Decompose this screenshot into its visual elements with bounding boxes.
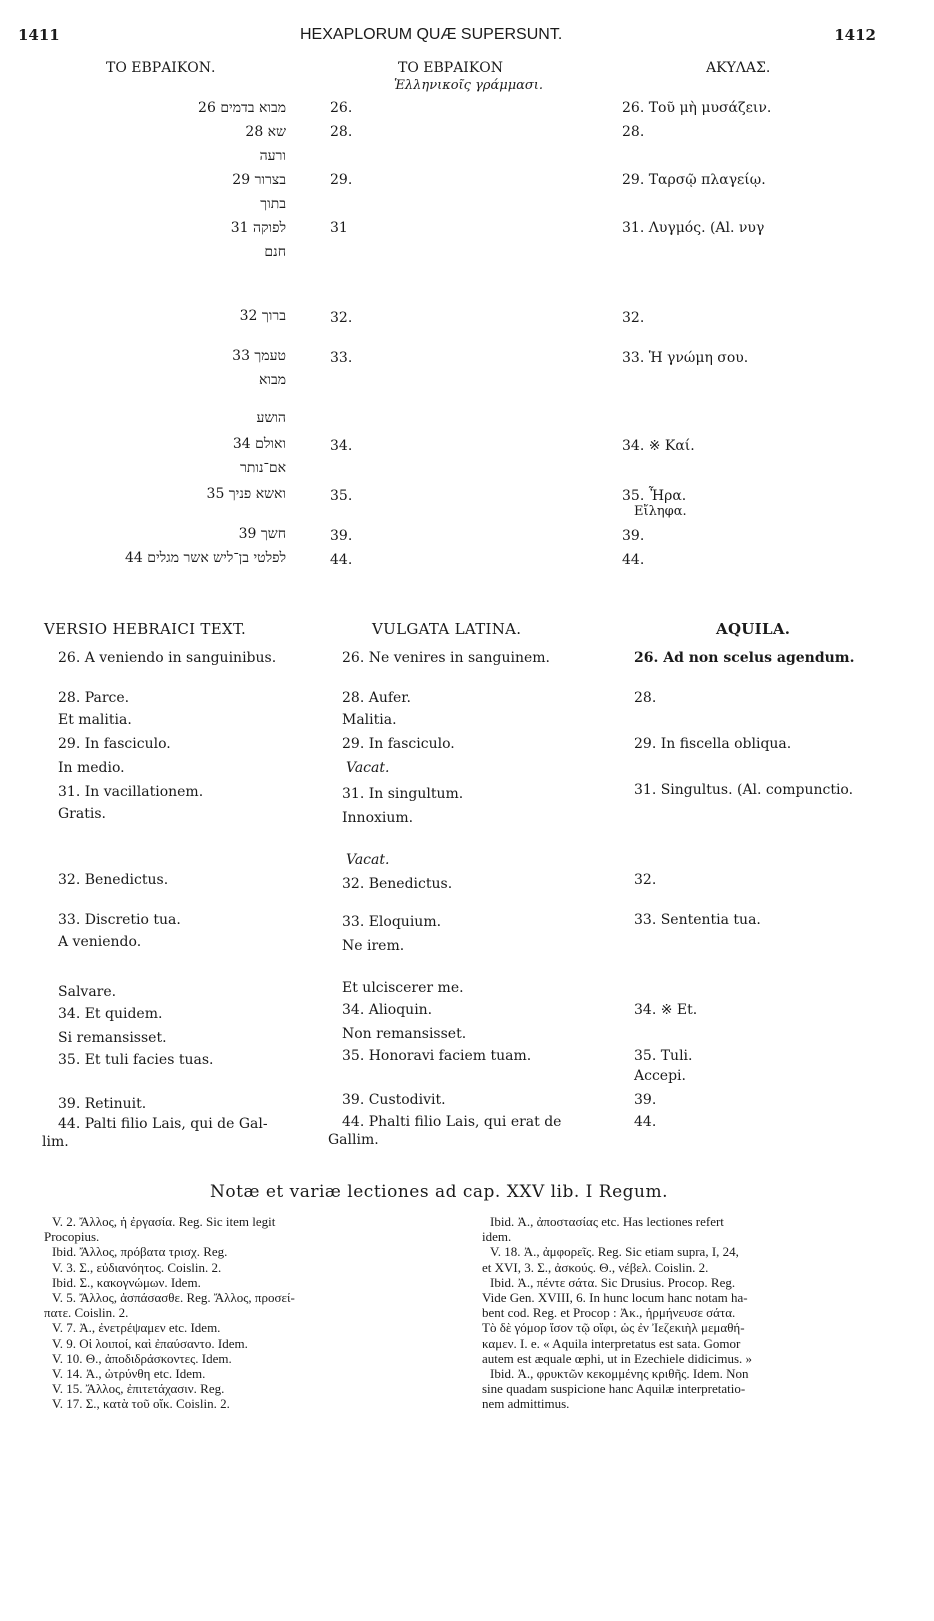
versio-cell: 28. Parce. [58, 690, 130, 706]
versio-cell: 35. Et tuli facies tuas. [58, 1052, 214, 1068]
versio-cell: Si remansisset. [58, 1030, 167, 1046]
note-line: Ibid. Ἄλλος, πρόβατα τρισχ. Reg. [52, 1244, 228, 1260]
aquila-greek-cell: 31. Λυγμός. (Al. νυγ [622, 220, 765, 236]
vulgata-cell: Vacat. [346, 760, 390, 776]
notes-left-column [44, 1214, 454, 1412]
hebrew-cell: מבוא [258, 372, 286, 388]
note-line: V. 14. Ἀ., ὠτρύνθη etc. Idem. [52, 1366, 206, 1382]
versio-cell: Gratis. [58, 806, 106, 822]
transliteration-number: 44. [330, 552, 353, 568]
aquila-greek-cell: 32. [622, 310, 645, 326]
hebrew-cell: לפלטי בן־ליש אשר מגלים 44 [124, 550, 286, 566]
aquila-greek-cell: 29. Ταρσῷ πλαγείῳ. [622, 172, 766, 188]
versio-cell: Et malitia. [58, 712, 132, 728]
note-line: sine quadam suspicione hanc Aquilæ interpretatio- [482, 1381, 746, 1397]
aquila-latin-cell: 34. ※ Et. [634, 1002, 698, 1018]
versio-cell: 44. Palti filio Lais, qui de Gal- [58, 1116, 268, 1132]
vulgata-cell: 39. Custodivit. [342, 1092, 446, 1108]
column-header-hebrew-greek: ΤΟ ΕΒΡΑΙΚΟΝ [398, 60, 504, 76]
transliteration-number: 33. [330, 350, 353, 366]
aquila-latin-cell: 32. [634, 872, 657, 888]
column-header-aquila: ΑΚΥΛΑΣ. [706, 60, 771, 76]
page-title: HEXAPLORUM QUÆ SUPERSUNT. [300, 26, 563, 43]
versio-cell: 31. In vacillationem. [58, 784, 204, 800]
notes-title: Notæ et variæ lectiones ad cap. XXV lib. I Regum. [210, 1182, 669, 1202]
note-line: V. 3. Σ., εὐδιανόητος. Coislin. 2. [52, 1259, 222, 1275]
aquila-latin-cell: 29. In fiscella obliqua. [634, 736, 792, 752]
hebrew-cell: הושע [256, 410, 286, 426]
versio-cell: 34. Et quidem. [58, 1006, 163, 1022]
note-line: Ibid. Ἀ., πέντε σάτα. Sic Drusius. Procop. Reg. [490, 1274, 736, 1290]
notes-right-column [482, 1214, 902, 1412]
note-line: V. 18. Ἀ., ἀμφορεῖς. Reg. Sic etiam supra, I, 24, [490, 1244, 739, 1260]
hebrew-cell: אם־נותר [239, 460, 286, 476]
note-line: V. 5. Ἄλλος, ἀσπάσασθε. Reg. Ἄλλος, προσεί- [52, 1290, 295, 1306]
vulgata-cell: 35. Honoravi faciem tuam. [342, 1048, 532, 1064]
aquila-greek-cell: 35. Ἦρα. [622, 488, 687, 504]
aquila-latin-cell: 33. Sententia tua. [634, 912, 761, 928]
versio-cell: In medio. [58, 760, 125, 776]
transliteration-number: 34. [330, 438, 353, 454]
transliteration-number: 28. [330, 124, 353, 140]
hebrew-cell: ורעה [259, 148, 286, 164]
aquila-greek-cell: 28. [622, 124, 645, 140]
aquila-latin-cell: 28. [634, 690, 657, 706]
section-header-vulgata: VULGATA LATINA. [372, 620, 522, 638]
section-header-aquila: AQUILA. [716, 620, 791, 638]
vulgata-cell: Vacat. [346, 852, 390, 868]
note-line: V. 15. Ἄλλος, ἐπιτετάχασιν. Reg. [52, 1381, 225, 1397]
hebrew-cell: חנם [264, 244, 286, 260]
aquila-greek-cell: 26. Τοῦ μὴ μυσάζειν. [622, 100, 772, 116]
aquila-greek-cell: Εἴληφα. [634, 504, 687, 519]
hebrew-cell: ואשא פניך 35 [206, 486, 286, 502]
note-line: idem. [482, 1229, 512, 1245]
transliteration-number: 26. [330, 100, 353, 116]
transliteration-number: 32. [330, 310, 353, 326]
versio-cell: 26. A veniendo in sanguinibus. [58, 650, 277, 666]
note-line: V. 7. Ἀ., ἐνετρέψαμεν etc. Idem. [52, 1320, 221, 1336]
vulgata-cell: 44. Phalti filio Lais, qui erat de [342, 1114, 562, 1130]
aquila-greek-cell: 33. Ἡ γνώμη σου. [622, 350, 749, 366]
note-line: Ibid. Ἀ., φρυκτῶν κεκομμένης κριθῆς. Idem. Non [490, 1366, 749, 1382]
note-line: Τὸ δὲ γόμορ ἴσον τῷ οἴφι, ὡς ἐν Ἰεζεκιὴλ μεμαθή- [482, 1320, 745, 1336]
section-header-versio: VERSIO HEBRAICI TEXT. [44, 620, 247, 638]
note-line: V. 9. Οἱ λοιποί, καὶ ἐπαύσαντο. Idem. [52, 1335, 248, 1351]
hebrew-cell: טעמך 33 [232, 348, 286, 364]
page-number-right: 1412 [834, 26, 876, 44]
vulgata-cell: 31. In singultum. [342, 786, 464, 802]
vulgata-cell: Malitia. [342, 712, 397, 728]
column-header-hebrew: ΤΟ ΕΒΡΑΙΚΟΝ. [106, 60, 216, 76]
versio-cell: A veniendo. [58, 934, 142, 950]
transliteration-number: 35. [330, 488, 353, 504]
aquila-greek-cell: 34. ※ Καί. [622, 438, 695, 454]
vulgata-cell: 33. Eloquium. [342, 914, 442, 930]
aquila-latin-cell: Accepi. [634, 1068, 686, 1084]
vulgata-cell: Gallim. [328, 1132, 379, 1148]
hebrew-cell: שא 28 [245, 124, 286, 140]
versio-cell: Salvare. [58, 984, 117, 1000]
vulgata-cell: Non remansisset. [342, 1026, 467, 1042]
hebrew-cell: לפוקה 31 [230, 220, 286, 236]
note-line: Ibid. Ἀ., ἀποστασίας etc. Has lectiones refert [490, 1214, 724, 1229]
note-line: nem admittimus. [482, 1396, 570, 1412]
hebrew-cell: בצרור 29 [232, 172, 286, 188]
aquila-latin-cell: 39. [634, 1092, 657, 1108]
vulgata-cell: 26. Ne venires in sanguinem. [342, 650, 550, 666]
note-line: V. 10. Θ., ἀποδιδράσκοντες. Idem. [52, 1350, 232, 1366]
note-line: bent cod. Reg. et Procop : Ἀκ., ἡρμήνευσε σάτα. [482, 1305, 736, 1321]
aquila-latin-cell: 31. Singultus. (Al. compunctio. [634, 782, 854, 798]
transliteration-number: 39. [330, 528, 353, 544]
vulgata-cell: 28. Aufer. [342, 690, 411, 706]
transliteration-number: 31 [330, 220, 348, 236]
note-line: πατε. Coislin. 2. [44, 1305, 129, 1321]
vulgata-cell: 34. Alioquin. [342, 1002, 433, 1018]
aquila-latin-cell: 26. Ad non scelus agendum. [634, 650, 855, 666]
aquila-latin-cell: 35. Tuli. [634, 1048, 693, 1064]
vulgata-cell: Et ulciscerer me. [342, 980, 464, 996]
note-line: autem est æquale œphi, ut in Ezechiele didicimus. » [482, 1350, 753, 1366]
note-line: Procopius. [44, 1229, 100, 1245]
vulgata-cell: Innoxium. [342, 810, 414, 826]
versio-cell: 33. Discretio tua. [58, 912, 181, 928]
hebrew-cell: מבוא בדמים 26 [198, 100, 286, 116]
vulgata-cell: 29. In fasciculo. [342, 736, 455, 752]
note-line: et XVI, 3. Σ., ἀσκούς. Θ., νέβελ. Coislin. 2. [482, 1259, 709, 1275]
aquila-greek-cell: 44. [622, 552, 645, 568]
hebrew-cell: בתוך [260, 196, 286, 212]
column-subheader-greek-letters: Ἑλληνικοῖς γράμμασι. [394, 78, 544, 93]
aquila-latin-cell: 44. [634, 1114, 657, 1130]
vulgata-cell: Ne irem. [342, 938, 405, 954]
note-line: V. 2. Ἄλλος, ἡ ἐργασία. Reg. Sic item legit [52, 1214, 276, 1229]
note-line: V. 17. Σ., κατὰ τοῦ οἴκ. Coislin. 2. [52, 1396, 230, 1412]
hebrew-cell: חשך 39 [238, 526, 286, 542]
versio-cell: 39. Retinuit. [58, 1096, 147, 1112]
note-line: καμεν. I. e. « Aquila interpretatus est sata. Gomor [482, 1335, 741, 1351]
hebrew-cell: ואולם 34 [232, 436, 286, 452]
versio-cell: lim. [42, 1134, 69, 1150]
versio-cell: 29. In fasciculo. [58, 736, 171, 752]
page-number-left: 1411 [18, 26, 60, 44]
note-line: Ibid. Σ., κακογνώμων. Idem. [52, 1274, 201, 1290]
hebrew-cell: ברוך 32 [239, 308, 286, 324]
transliteration-number: 29. [330, 172, 353, 188]
vulgata-cell: 32. Benedictus. [342, 876, 453, 892]
note-line: Vide Gen. XVIII, 6. In hunc locum hanc notam ha- [482, 1290, 748, 1306]
versio-cell: 32. Benedictus. [58, 872, 169, 888]
aquila-greek-cell: 39. [622, 528, 645, 544]
